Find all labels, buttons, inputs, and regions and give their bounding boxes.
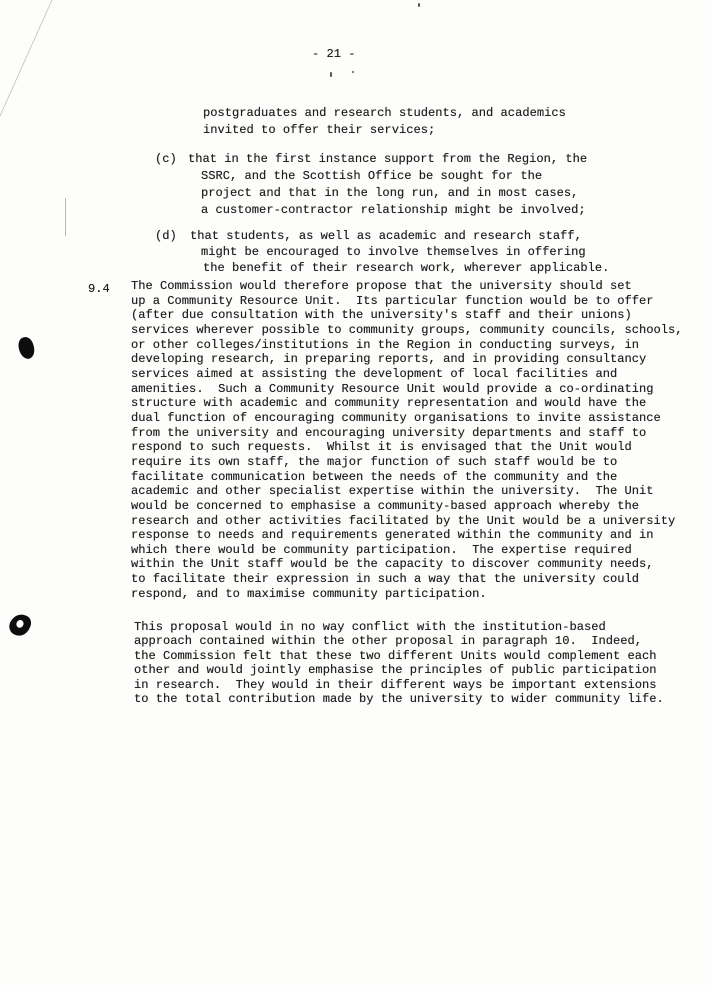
text-line: approach contained within the other proposal in paragraph 10. Indeed, <box>134 634 643 649</box>
text-line: academic and other specialist expertise within the university. The Unit <box>131 484 654 499</box>
text-line: the Commission felt that these two different Units would complement each <box>134 648 657 663</box>
scan-speck <box>352 71 354 73</box>
text-line: respond to such requests. Whilst it is envisaged that the Unit would <box>131 440 632 455</box>
text-line: which there would be community participation. The expertise required <box>131 542 632 557</box>
scan-speck <box>330 72 332 77</box>
text-line: to facilitate their expression in such a way that the university could <box>131 572 640 587</box>
item-label-c: (c) <box>155 152 177 166</box>
text-line: that students, as well as academic and research staff, <box>190 229 582 243</box>
text-line: within the Unit staff would be the capacity to discover community needs, <box>131 557 654 572</box>
text-line: postgraduates and research students, and academics <box>203 106 566 120</box>
text-line: project and that in the long run, and in most cases, <box>201 186 579 200</box>
punch-hole-mark <box>6 611 33 639</box>
section-number: 9.4 <box>88 282 110 296</box>
text-line: up a Community Resource Unit. Its particular function would be to offer <box>131 293 654 308</box>
item-d-text <box>190 228 610 276</box>
text-line: amenities. Such a Community Resource Unit would provide a co-ordinating <box>131 381 654 396</box>
text-line: developing research, in preparing reports, and in providing consultancy <box>131 352 647 367</box>
text-line: in research. They would in their different ways be important extensions <box>134 677 657 692</box>
item-b-continuation <box>203 105 566 139</box>
text-line: require its own staff, the major function of such staff would be to <box>131 454 618 469</box>
text-line: from the university and encouraging university departments and staff to <box>131 425 647 440</box>
text-line: other and would jointly emphasise the principles of public participation <box>134 663 657 678</box>
closing-paragraph <box>134 620 664 707</box>
scan-edge-line <box>0 0 60 120</box>
section-9-4-paragraph <box>131 279 683 601</box>
text-line: The Commission would therefore propose that the university should set <box>131 279 632 293</box>
text-line: dual function of encouraging community organisations to invite assistance <box>131 410 661 425</box>
item-c-text <box>188 151 588 219</box>
scan-speck <box>418 3 420 7</box>
text-line: response to needs and requirements generated within the community and in <box>131 528 654 543</box>
text-line: services wherever possible to community groups, community councils, schools, <box>131 322 683 337</box>
item-label-d: (d) <box>155 229 177 243</box>
text-line: would be concerned to emphasise a community-based approach whereby the <box>131 498 640 513</box>
text-line: structure with academic and community representation and would have the <box>131 396 647 411</box>
text-line: a customer-contractor relationship might be involved; <box>201 203 586 217</box>
text-line: facilitate communication between the needs of the community and the <box>131 469 618 484</box>
text-line: respond, and to maximise community participation. <box>131 586 487 601</box>
text-line: This proposal would in no way conflict with the institution-based <box>134 620 606 634</box>
text-line: research and other activities facilitated by the Unit would be a university <box>131 513 676 528</box>
text-line: to the total contribution made by the university to wider community life. <box>134 692 664 707</box>
punch-hole-mark <box>16 335 37 361</box>
page-number: - 21 - <box>312 47 356 61</box>
text-line: that in the first instance support from the Region, the <box>188 152 588 166</box>
text-line: might be encouraged to involve themselves in offering <box>201 245 586 259</box>
text-line: services aimed at assisting the development of local facilities and <box>131 366 618 381</box>
text-line: or other colleges/institutions in the Region in conducting surveys, in <box>131 337 640 352</box>
text-line: SSRC, and the Scottish Office be sought for the <box>201 169 543 183</box>
text-line: the benefit of their research work, wherever applicable. <box>203 261 610 275</box>
scan-vertical-mark <box>65 198 66 236</box>
text-line: (after due consultation with the university's staff and their unions) <box>131 308 632 323</box>
text-line: invited to offer their services; <box>203 123 436 137</box>
